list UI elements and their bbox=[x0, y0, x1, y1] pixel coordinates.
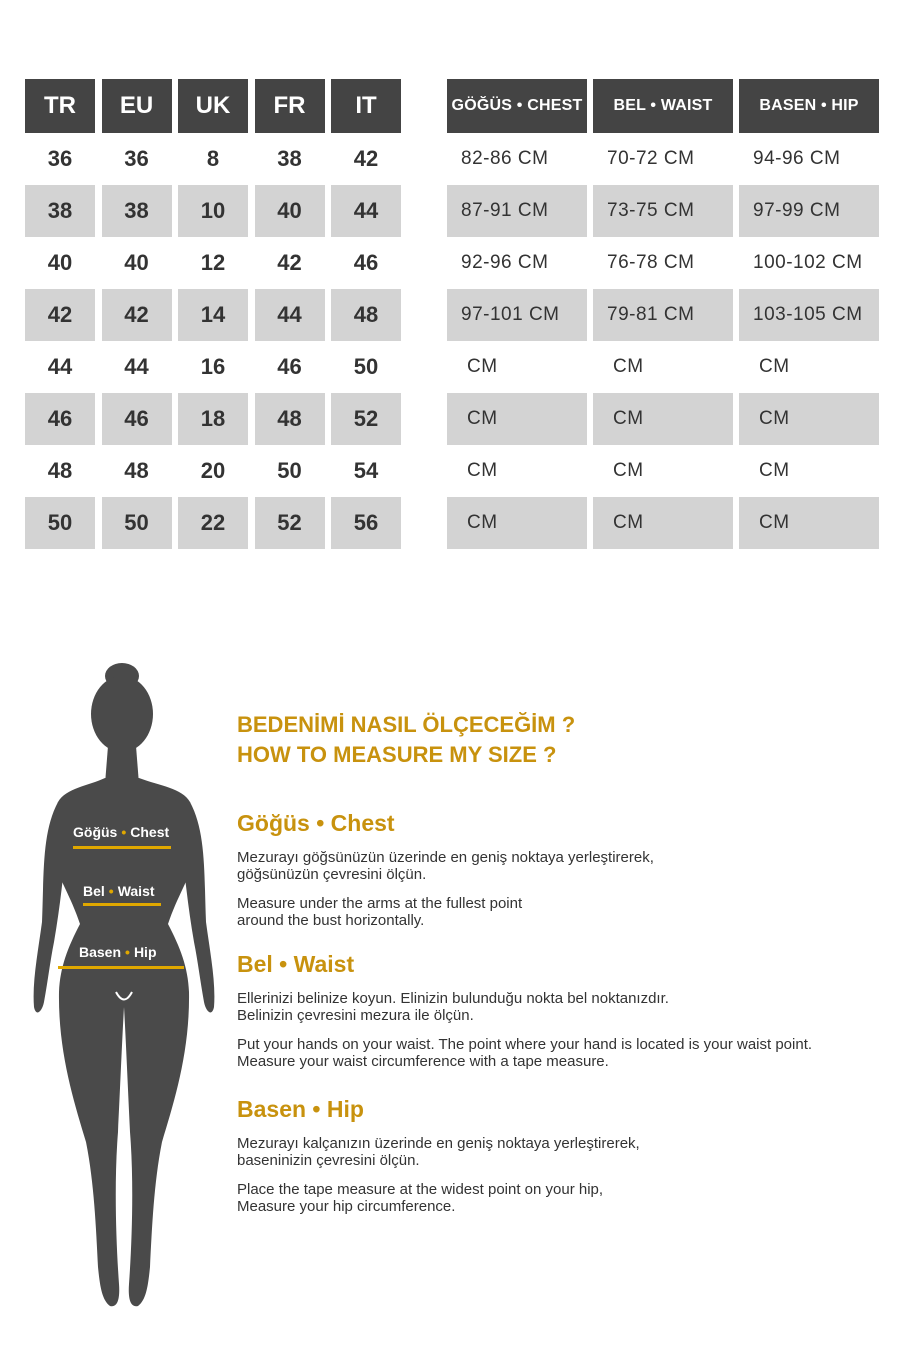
table-cell: 38 bbox=[277, 146, 302, 171]
hip-text-tr: Mezurayı kalçanızın üzerinde en geniş noktaya yerleştirerek, baseninizin çevresini ölçün. bbox=[237, 1135, 640, 1169]
table-cell: 92-96 CM bbox=[461, 252, 549, 273]
table-cell: 103-105 CM bbox=[739, 289, 879, 341]
table-cell: CM bbox=[759, 356, 790, 377]
waist-tr-text: Bel bbox=[83, 883, 105, 899]
table-cell: 54 bbox=[353, 458, 379, 483]
table-cell: 18 bbox=[178, 393, 248, 445]
guide-title bbox=[237, 710, 887, 770]
table-cell: 38 bbox=[102, 185, 172, 237]
header-waist: BEL • WAIST bbox=[593, 79, 733, 133]
hip-en-text: Hip bbox=[133, 944, 157, 960]
figure-label-hip bbox=[79, 944, 157, 960]
hip-heading: Basen • Hip bbox=[237, 1096, 364, 1122]
table-cell: 79-81 CM bbox=[593, 289, 733, 341]
table-cell: 76-78 CM bbox=[607, 252, 695, 273]
table-cell: 50 bbox=[353, 354, 379, 379]
chest-tr-text: Göğüs bbox=[73, 824, 118, 840]
figure-label-waist bbox=[83, 883, 155, 899]
header-uk: UK bbox=[178, 79, 248, 133]
chest-text-en: Measure under the arms at the fullest point around the bust horizontally. bbox=[237, 895, 523, 929]
table-cell: 44 bbox=[331, 185, 401, 237]
table-cell: 94-96 CM bbox=[753, 148, 841, 169]
label-dot: • bbox=[121, 824, 127, 840]
table-cell: 50 bbox=[277, 458, 302, 483]
table-cell: CM bbox=[739, 497, 879, 549]
table-cell: 48 bbox=[47, 458, 73, 483]
table-cell: 46 bbox=[277, 354, 302, 379]
table-cell: CM bbox=[467, 356, 498, 377]
table-cell: CM bbox=[759, 460, 790, 481]
table-cell: 8 bbox=[206, 146, 220, 171]
table-cell: 42 bbox=[277, 250, 302, 275]
table-cell: 16 bbox=[200, 354, 226, 379]
table-cell: 42 bbox=[25, 289, 95, 341]
chest-en-text: Chest bbox=[130, 824, 170, 840]
header-eu: EU bbox=[102, 79, 172, 133]
table-cell: CM bbox=[739, 393, 879, 445]
table-cell: 36 bbox=[47, 146, 73, 171]
label-dot: • bbox=[125, 944, 130, 960]
header-hip: BASEN • HIP bbox=[739, 79, 879, 133]
table-cell: CM bbox=[593, 497, 733, 549]
header-tr: TR bbox=[25, 79, 95, 133]
table-cell: 40 bbox=[255, 185, 325, 237]
table-cell: 46 bbox=[353, 250, 379, 275]
table-cell: 70-72 CM bbox=[607, 148, 695, 169]
chest-section bbox=[237, 810, 887, 941]
table-cell: 48 bbox=[331, 289, 401, 341]
label-dot: • bbox=[108, 883, 114, 899]
table-cell: 52 bbox=[331, 393, 401, 445]
table-cell: 10 bbox=[178, 185, 248, 237]
hip-measure-line bbox=[58, 966, 184, 969]
table-cell: CM bbox=[613, 356, 644, 377]
table-cell: CM bbox=[613, 460, 644, 481]
waist-en-text: Waist bbox=[117, 883, 155, 899]
table-cell: 42 bbox=[102, 289, 172, 341]
figure-label-chest bbox=[73, 824, 169, 840]
body-measurement-table bbox=[447, 79, 879, 549]
table-cell: 73-75 CM bbox=[593, 185, 733, 237]
chest-text-tr: Mezurayı göğsünüzün üzerinde en geniş noktaya yerleştirerek, göğsünüzün çevresini ölçün. bbox=[237, 849, 654, 883]
table-cell: 44 bbox=[124, 354, 149, 379]
chest-heading: Göğüs • Chest bbox=[237, 810, 395, 836]
table-cell: 46 bbox=[25, 393, 95, 445]
table-cell: 52 bbox=[255, 497, 325, 549]
table-cell: CM bbox=[447, 497, 587, 549]
table-cell: 44 bbox=[47, 354, 73, 379]
table-cell: CM bbox=[593, 393, 733, 445]
table-cell: 46 bbox=[102, 393, 172, 445]
table-cell: 44 bbox=[255, 289, 325, 341]
table-cell: 50 bbox=[102, 497, 172, 549]
waist-measure-line bbox=[83, 903, 161, 906]
table-cell: 22 bbox=[178, 497, 248, 549]
table-cell: 42 bbox=[353, 146, 379, 171]
hip-tr-text: Basen bbox=[79, 944, 122, 960]
size-conversion-table bbox=[25, 79, 401, 549]
table-cell: CM bbox=[467, 460, 498, 481]
header-fr: FR bbox=[255, 79, 325, 133]
table-cell: 12 bbox=[200, 250, 226, 275]
chest-measure-line bbox=[73, 846, 171, 849]
guide-title-en: HOW TO MEASURE MY SIZE ? bbox=[237, 742, 557, 767]
table-cell: 20 bbox=[200, 458, 226, 483]
table-cell: 100-102 CM bbox=[753, 252, 863, 273]
table-cell: 87-91 CM bbox=[447, 185, 587, 237]
table-cell: 82-86 CM bbox=[461, 148, 549, 169]
table-cell: 40 bbox=[47, 250, 73, 275]
header-it: IT bbox=[331, 79, 401, 133]
table-cell: 40 bbox=[124, 250, 149, 275]
table-cell: 97-99 CM bbox=[739, 185, 879, 237]
waist-section bbox=[237, 951, 887, 1082]
hip-section bbox=[237, 1096, 887, 1227]
table-cell: 97-101 CM bbox=[447, 289, 587, 341]
table-cell: 36 bbox=[124, 146, 149, 171]
waist-heading: Bel • Waist bbox=[237, 951, 355, 977]
table-cell: 14 bbox=[178, 289, 248, 341]
table-cell: 48 bbox=[124, 458, 149, 483]
table-cell: 48 bbox=[255, 393, 325, 445]
table-cell: 38 bbox=[25, 185, 95, 237]
waist-text-tr: Ellerinizi belinize koyun. Elinizin bulunduğu nokta bel noktanızdır. Belinizin çevresini mezura ile ölçün. bbox=[237, 990, 669, 1024]
header-chest: GÖĞÜS • CHEST bbox=[447, 79, 587, 133]
woman-silhouette-icon bbox=[28, 662, 218, 1312]
table-cell: 50 bbox=[25, 497, 95, 549]
hip-text-en: Place the tape measure at the widest point on your hip, Measure your hip circumference. bbox=[237, 1181, 604, 1215]
body-silhouette-figure bbox=[28, 662, 218, 1312]
table-cell: 56 bbox=[331, 497, 401, 549]
table-cell: CM bbox=[447, 393, 587, 445]
guide-title-tr: BEDENİMİ NASIL ÖLÇECEĞİM ? bbox=[237, 712, 576, 737]
waist-text-en: Put your hands on your waist. The point where your hand is located is your waist point. Measure your waist circumference with a tape measure. bbox=[237, 1036, 813, 1070]
